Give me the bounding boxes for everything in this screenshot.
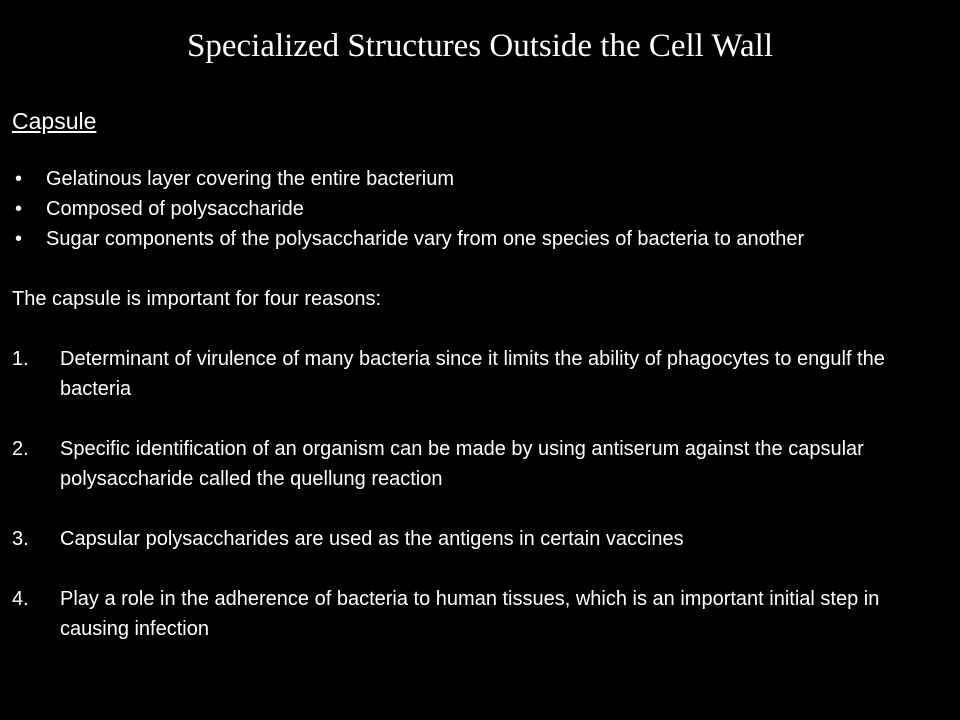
bullet-icon: • (15, 168, 23, 190)
intro-text: The capsule is important for four reasons: (12, 288, 382, 310)
reason-text: Specific identification of an organism can be made by using antiserum against the capsular polysaccharide called the quellung reaction (60, 438, 864, 490)
reason-item (12, 584, 948, 644)
bullet-list (12, 164, 948, 254)
section-heading: Capsule (12, 108, 97, 134)
reason-item (12, 434, 948, 494)
reason-number: 4. (12, 588, 29, 610)
slide-title: Specialized Structures Outside the Cell Wall (186, 28, 773, 64)
reason-text: Capsular polysaccharides are used as the antigens in certain vaccines (60, 528, 684, 550)
bullet-icon: • (15, 198, 23, 220)
bullet-text: Composed of polysaccharide (46, 198, 304, 220)
bullet-text: Sugar components of the polysaccharide vary from one species of bacteria to another (46, 228, 805, 250)
bullet-item (12, 224, 948, 254)
bullet-text: Gelatinous layer covering the entire bacterium (46, 168, 454, 190)
reason-item (12, 524, 948, 554)
bullet-icon: • (15, 228, 23, 250)
slide-content (12, 104, 948, 644)
reason-text: Determinant of virulence of many bacteria since it limits the ability of phagocytes to engulf the bacteria (60, 348, 885, 400)
reason-item (12, 344, 948, 404)
bullet-item (12, 194, 948, 224)
reason-number: 2. (12, 438, 29, 460)
bullet-item (12, 164, 948, 194)
reason-text: Play a role in the adherence of bacteria to human tissues, which is an important initial step in causing infection (60, 588, 880, 640)
reason-number: 3. (12, 528, 29, 550)
reason-number: 1. (12, 348, 29, 370)
reasons-list (12, 344, 948, 644)
